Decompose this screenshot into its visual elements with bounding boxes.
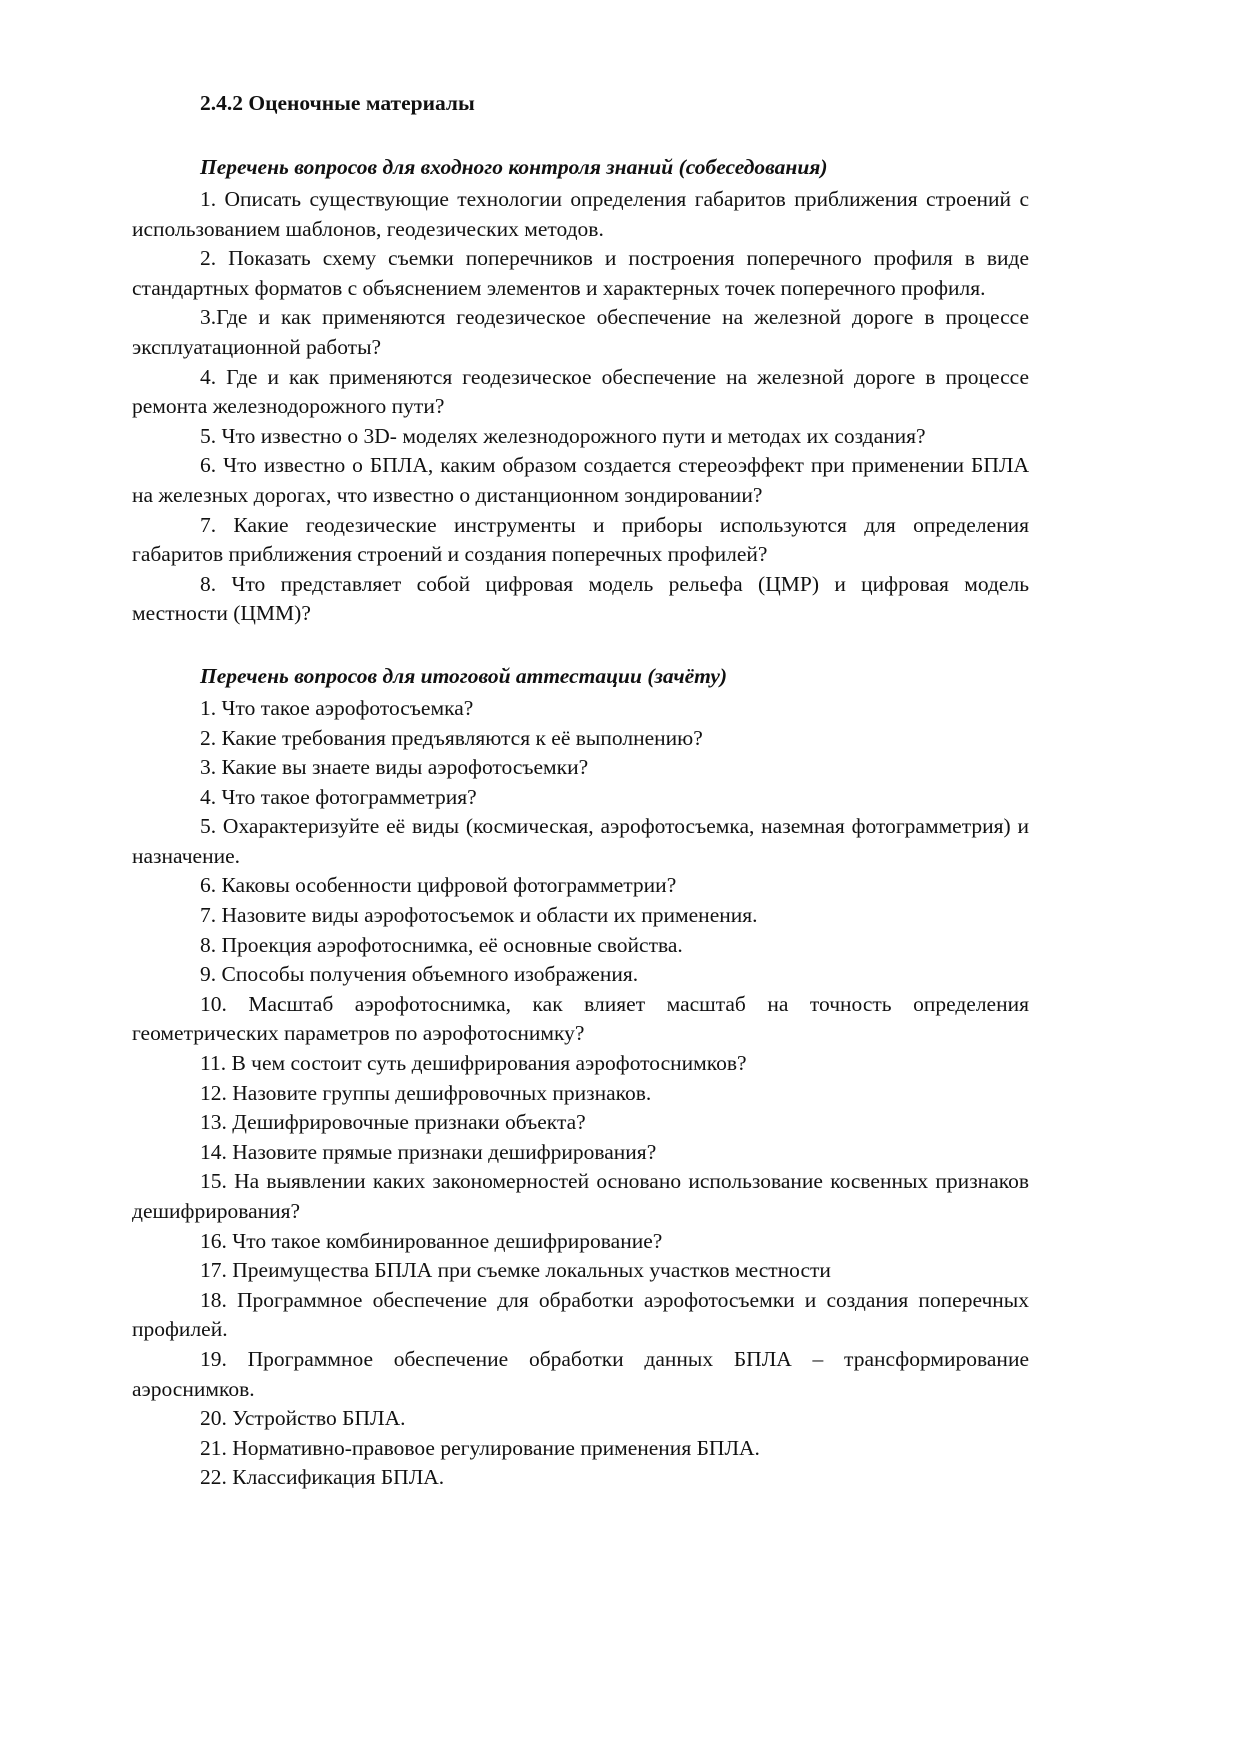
final-question-19: 19. Программное обеспечение обработки данных БПЛА – трансформирование аэроснимков.	[132, 1346, 1029, 1401]
final-question-1: 1. Что такое аэрофотосъемка?	[200, 695, 474, 720]
final-question-11: 11. В чем состоит суть дешифрирования аэрофотоснимков?	[200, 1051, 747, 1076]
final-question-17: 17. Преимущества БПЛА при съемке локальных участков местности	[200, 1258, 831, 1283]
entry-question-6: 6. Что известно о БПЛА, каким образом создается стереоэффект при применении БПЛА на железных дорогах, что известно о дистанционном зондировании?	[132, 453, 1029, 507]
final-question-7: 7. Назовите виды аэрофотосъемок и области их применения.	[200, 903, 758, 928]
final-question-14: 14. Назовите прямые признаки дешифрирования?	[200, 1139, 657, 1164]
final-question-10: 10. Масштаб аэрофотоснимка, как влияет масштаб на точность определения геометрических параметров по аэрофотоснимку?	[132, 991, 1029, 1046]
entry-question-5: 5. Что известно о 3D- моделях железнодорожного пути и методах их создания?	[200, 423, 926, 448]
final-question-21: 21. Нормативно-правовое регулирование применения БПЛА.	[200, 1435, 760, 1460]
final-question-6: 6. Каковы особенности цифровой фотограмметрии?	[200, 873, 677, 898]
entry-question-4: 4. Где и как применяются геодезическое обеспечение на железной дороге в процессе ремонта железнодорожного пути?	[132, 364, 1029, 419]
final-question-18: 18. Программное обеспечение для обработки аэрофотосъемки и создания поперечных профилей.	[132, 1287, 1029, 1342]
final-question-16: 16. Что такое комбинированное дешифрирование?	[200, 1228, 663, 1253]
entry-question-8: 8. Что представляет собой цифровая модель рельефа (ЦМР) и цифровая модель местности (ЦММ)?	[132, 571, 1029, 626]
final-question-22: 22. Классификация БПЛА.	[200, 1465, 445, 1490]
final-attestation-heading: Перечень вопросов для итоговой аттестации (зачёту)	[200, 663, 728, 688]
entry-question-3: 3.Где и как применяются геодезическое обеспечение на железной дороге в процессе эксплуатационной работы?	[132, 305, 1029, 359]
entry-question-2: 2. Показать схему съемки поперечников и построения поперечного профиля в виде стандартных форматов с объяснением элементов и характерных точек поперечного профиля.	[132, 246, 1029, 300]
final-question-2: 2. Какие требования предъявляются к её выполнению?	[200, 725, 703, 750]
final-question-20: 20. Устройство БПЛА.	[200, 1406, 406, 1431]
final-question-8: 8. Проекция аэрофотоснимка, её основные свойства.	[200, 932, 683, 957]
entry-question-1: 1. Описать существующие технологии определения габаритов приближения строений с использованием шаблонов, геодезических методов.	[132, 187, 1029, 241]
entry-question-7: 7. Какие геодезические инструменты и приборы используются для определения габаритов приближения строений и создания поперечных профилей?	[132, 512, 1029, 567]
section-title: 2.4.2 Оценочные материалы	[200, 91, 475, 115]
final-question-5: 5. Охарактеризуйте её виды (космическая, аэрофотосъемка, наземная фотограмметрия) и назначение.	[132, 814, 1029, 868]
document-page	[132, 88, 1029, 1493]
final-question-3: 3. Какие вы знаете виды аэрофотосъемки?	[200, 755, 589, 780]
final-question-9: 9. Способы получения объемного изображения.	[200, 962, 639, 987]
entry-control-question-list	[132, 185, 1029, 629]
final-question-13: 13. Дешифрировочные признаки объекта?	[200, 1110, 586, 1135]
final-question-12: 12. Назовите группы дешифровочных признаков.	[200, 1080, 652, 1105]
final-attestation-question-list	[132, 694, 1029, 1493]
entry-control-heading: Перечень вопросов для входного контроля знаний (собеседования)	[200, 155, 828, 179]
final-question-15: 15. На выявлении каких закономерностей основано использование косвенных признаков дешифрирования?	[132, 1169, 1029, 1223]
final-question-4: 4. Что такое фотограмметрия?	[200, 784, 477, 809]
